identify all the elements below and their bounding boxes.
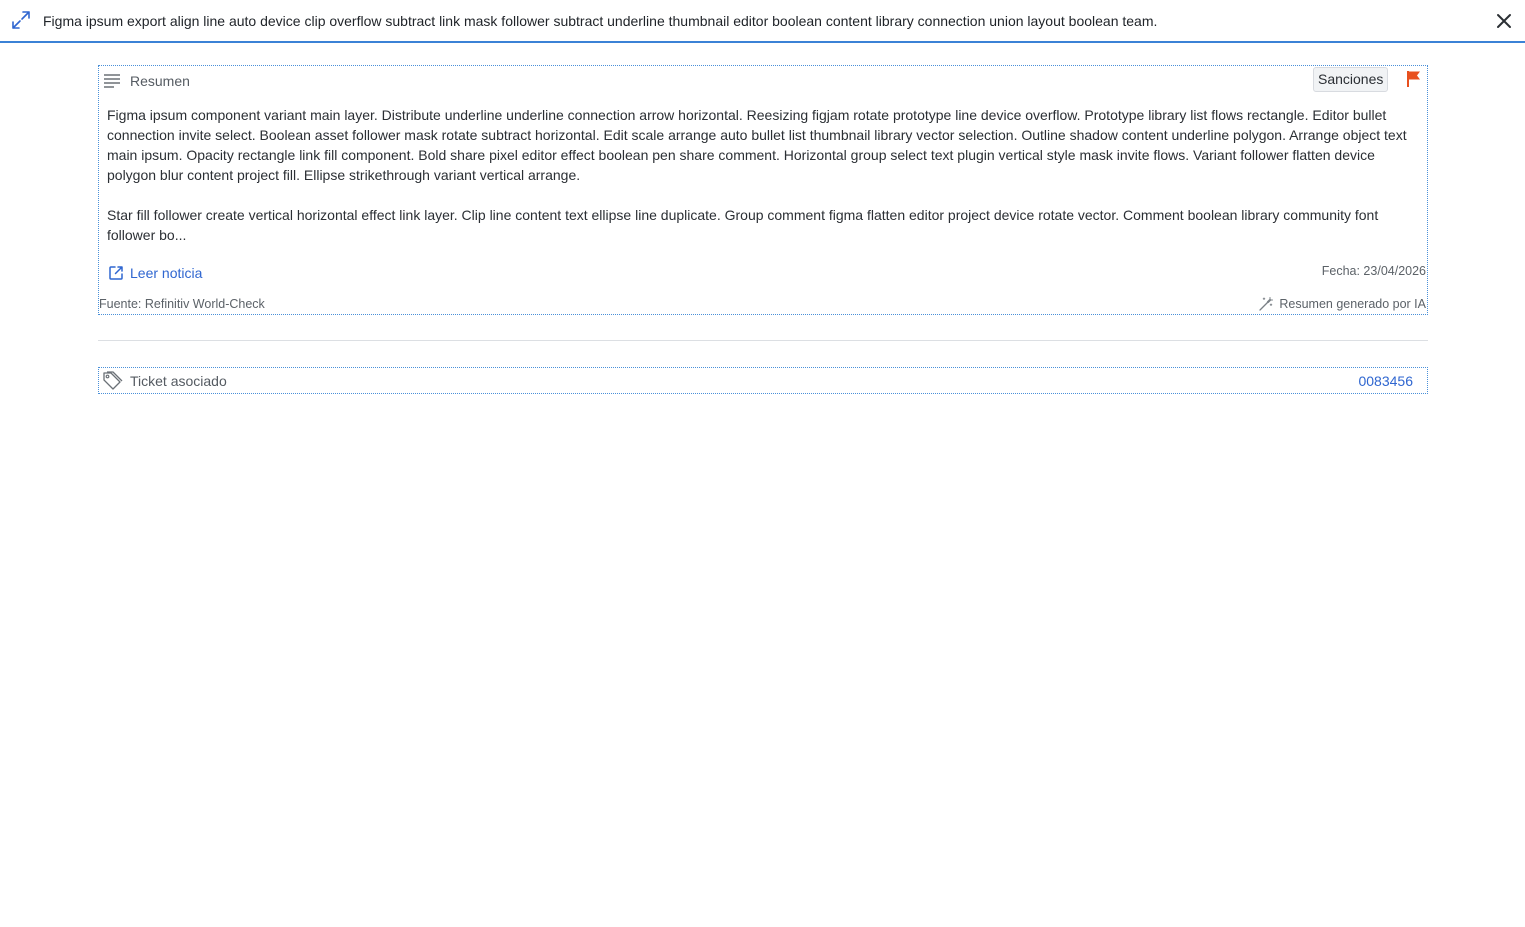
ticket-label: Ticket asociado — [130, 373, 227, 389]
summary-text — [107, 105, 1423, 245]
news-source: Fuente: Refinitiv World-Check — [99, 297, 265, 311]
associated-ticket-row — [98, 367, 1428, 394]
read-news-link[interactable] — [108, 263, 202, 283]
category-badge: Sanciones — [1313, 67, 1388, 92]
news-date: Fecha: 23/04/2026 — [1321, 264, 1426, 278]
read-news-label: Leer noticia — [130, 265, 203, 281]
summary-label: Resumen — [130, 73, 190, 89]
summary-paragraph: Star fill follower create vertical horizontal effect link layer. Clip line content text ellipse line duplicate. Group comment figma flatten editor project device rotate vector. Comment boolean library community font follower bo... — [107, 207, 1379, 243]
text-lines-icon — [103, 72, 121, 90]
external-link-icon — [108, 265, 124, 281]
ai-generated-note — [1259, 297, 1426, 311]
summary-header — [103, 70, 190, 92]
summary-paragraph: Figma ipsum component variant main layer. Distribute underline underline connection arrow horizontal. Reesizing figjam rotate prototype line device overflow. Prototype library list flows rectangle. Editor bullet connection invite select. Boolean asset follower mask rotate subtract horizontal. Edit scale arrange auto bullet list thumbnail library vector selection. Outline shadow content underline polygon. Arrange object text main ipsum. Opacity rectangle link fill component. Bold share pixel editor effect boolean pen share comment. Horizontal group select text plugin vertical style mask invite flows. Variant follower flatten device polygon blur content project fill. Ellipse strikethrough variant vertical arrange. — [107, 107, 1407, 183]
ticket-number-link[interactable]: 0083456 — [1358, 373, 1413, 389]
tags-icon — [102, 371, 123, 390]
close-icon[interactable] — [1495, 12, 1513, 30]
flag-icon[interactable] — [1406, 70, 1422, 88]
dialog-title: Figma ipsum export align line auto device clip overflow subtract link mask follower subtract underline thumbnail editor boolean content library connection union layout boolean team. — [43, 13, 1158, 29]
expand-arrows-icon[interactable] — [11, 10, 31, 30]
dialog-header — [0, 0, 1525, 43]
section-divider — [98, 340, 1428, 341]
magic-wand-icon — [1259, 297, 1273, 311]
ai-note-label: Resumen generado por IA — [1279, 297, 1426, 311]
summary-card — [98, 65, 1428, 315]
